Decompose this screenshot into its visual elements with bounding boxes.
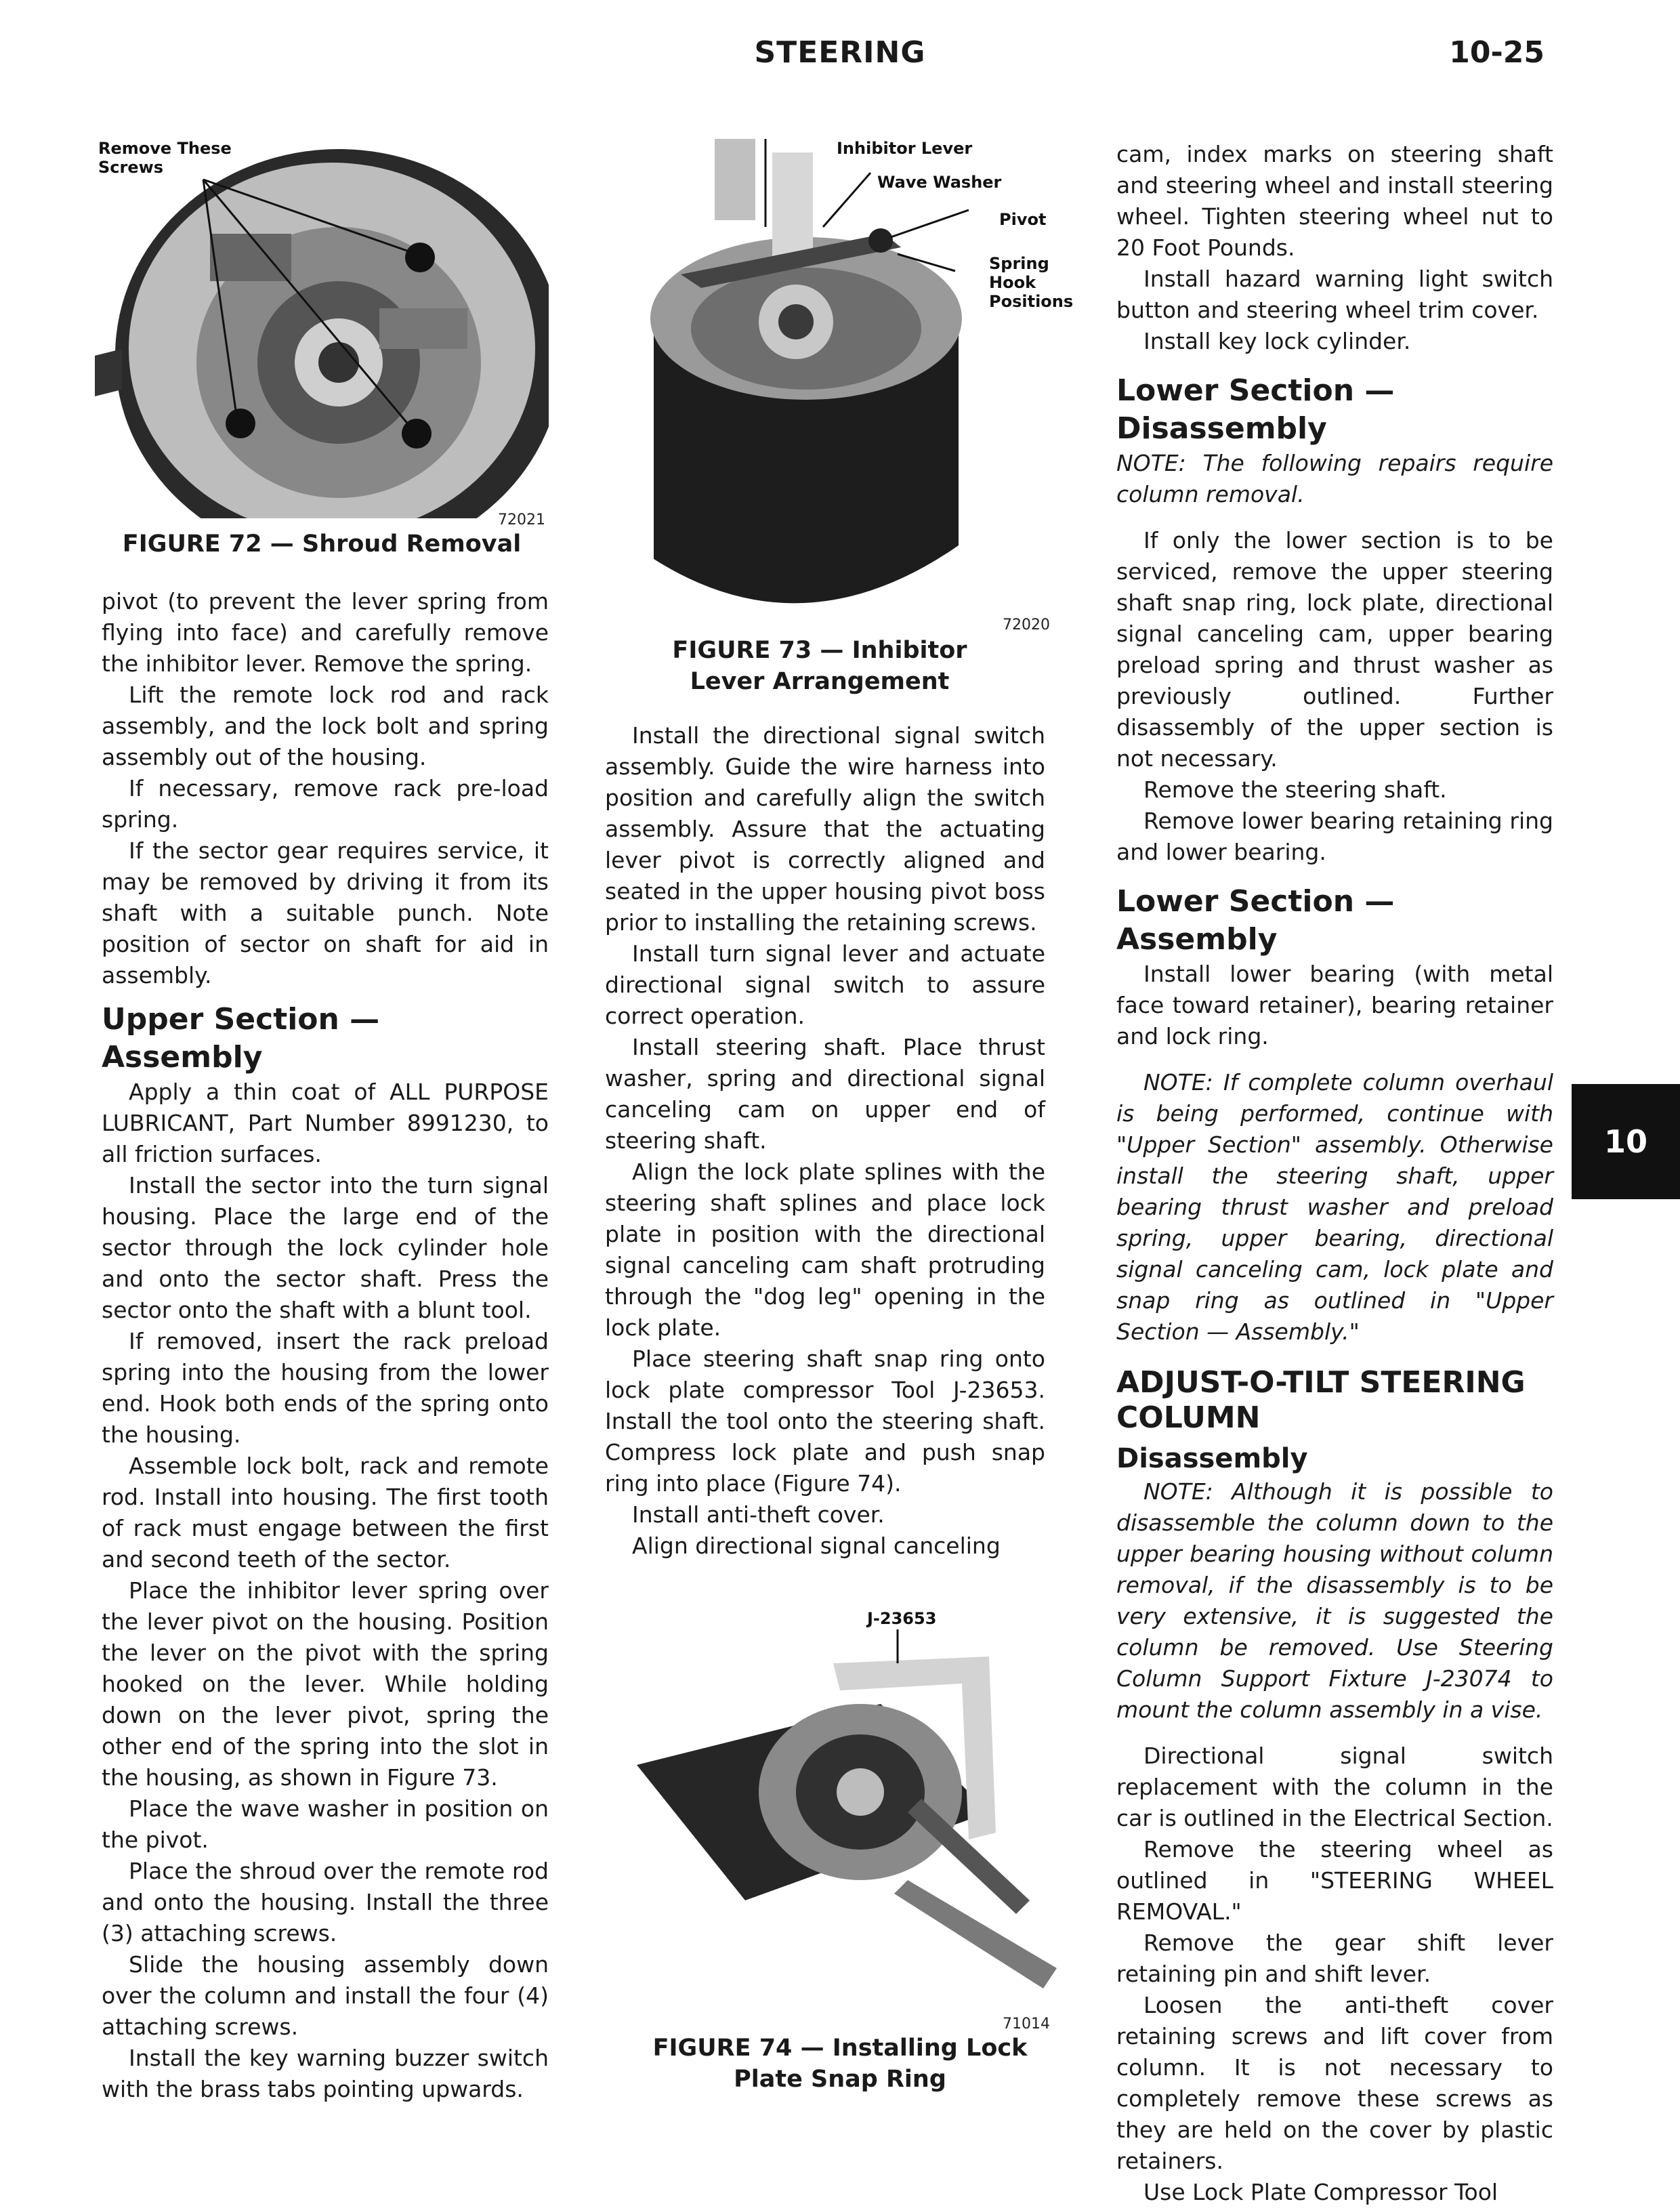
figure-74-label-tool: J-23653 (867, 1609, 937, 1628)
figure-73-number: 72020 (1003, 617, 1050, 633)
col2-paragraph: Install turn signal lever and actuate directional signal switch to assure correct operation. (605, 940, 1045, 1029)
screw-icon (405, 243, 435, 272)
lock-plate-snap-ring-illustration (610, 1609, 1070, 2022)
col3-paragraph: Use Lock Plate Compressor Tool (1143, 2179, 1498, 2205)
col1-paragraph: If removed, insert the rack preload spring into the housing from the lower end. Hook both ends of the spring onto the housing. (102, 1328, 549, 1448)
heading-lower-section-assembly: Lower Section — Assembly (1116, 884, 1395, 957)
heading-lower-section-disassembly: Lower Section — Disassembly (1116, 373, 1395, 446)
pivot-icon (868, 228, 893, 253)
col2-paragraph: Install steering shaft. Place thrust washer, spring and directional signal canceling cam on upper end of steering shaft. (605, 1034, 1045, 1154)
col3-paragraph: Remove lower bearing retaining ring and lower bearing. (1116, 808, 1553, 865)
col3-paragraph: Remove the steering shaft. (1143, 776, 1447, 803)
figure-73-label-spring-hook: Spring Hook Positions (989, 254, 1074, 311)
page-header-title: STEERING (754, 35, 926, 70)
inhibitor-lever-illustration (600, 125, 1074, 637)
col1-paragraph: Place the inhibitor lever spring over the lever pivot on the housing. Position the lever on the pivot with the spring hooked on the lever. While holding down on the lever pivot, spring the other end of the spring into the slot in the housing, as shown in Figure 73. (102, 1577, 549, 1791)
figure-74-photo (610, 1609, 1070, 2022)
heading-upper-section-assembly: Upper Section — Assembly (102, 1002, 380, 1075)
figure-74-number: 71014 (1003, 2016, 1050, 2033)
figure-73-label-wave-washer: Wave Washer (877, 173, 1002, 192)
col1-paragraph: Install the key warning buzzer switch with the brass tabs pointing upwards. (102, 2045, 549, 2102)
col2-paragraph: Align the lock plate splines with the steering shaft splines and place lock plate in position with the directional signal canceling cam shaft protruding through the "dog leg" opening in the lock plate. (605, 1159, 1045, 1341)
col1-paragraph: Assemble lock bolt, rack and remote rod. Install into housing. The first tooth of rack must engage between the first and second teeth of the sector. (102, 1453, 549, 1572)
column-2 (605, 720, 1045, 1562)
col3-note: NOTE: Although it is possible to disassemble the column down to the upper bearing housing without column removal, if the disassembly is to be very extensive, it is suggested the column be removed. Use Steering Column Support Fixture J-23074 to mount the column assembly in a vise. (1116, 1478, 1553, 1723)
col1-paragraph: pivot (to prevent the lever spring from flying into face) and carefully remove the inhibitor lever. Remove the spring. (102, 588, 549, 677)
screw-icon (226, 409, 255, 438)
col3-paragraph: Install key lock cylinder. (1143, 328, 1411, 354)
col1-paragraph: Slide the housing assembly down over the column and install the four (4) attaching screws. (102, 1951, 549, 2040)
figure-73-label-inhibitor-lever: Inhibitor Lever (837, 139, 973, 158)
col2-paragraph: Install the directional signal switch assembly. Guide the wire harness into position and carefully align the switch assembly. Assure that the actuating lever pivot is correctly aligned and seated in the upper housing pivot boss prior to installing the retaining screws. (605, 722, 1045, 936)
figure-72-caption: FIGURE 72 — Shroud Removal (122, 530, 522, 558)
col3-paragraph: If only the lower section is to be serviced, remove the upper steering shaft snap ring, lock plate, directional signal canceling cam, upper bearing preload spring and thrust washer as previously outlined. Further disassembly of the upper section is not necessary. (1116, 527, 1553, 772)
col3-note: NOTE: If complete column overhaul is being performed, continue with "Upper Section" assembly. Otherwise install the steering shaft, upper bearing thrust washer and preload spring, upper bearing, directional signal canceling cam, lock plate and snap ring as outlined in "Upper Section — Assembly." (1116, 1069, 1553, 1345)
col3-paragraph: Loosen the anti-theft cover retaining screws and lift cover from column. It is not necessary to completely remove these screws as they are held on the cover by plastic retainers. (1116, 1992, 1553, 2174)
page-number: 10-25 (1449, 35, 1545, 70)
figure-72-callout: Remove These Screws (98, 139, 232, 177)
col3-note: NOTE: The following repairs require column removal. (1116, 450, 1553, 507)
col2-paragraph: Place steering shaft snap ring onto lock plate compressor Tool J-23653. Install the tool onto the steering shaft. Compress lock plate and push snap ring into place (Figure 74). (605, 1346, 1045, 1497)
col1-paragraph: Place the shroud over the remote rod and onto the housing. Install the three (3) attaching screws. (102, 1858, 549, 1946)
figure-73-photo (600, 125, 1074, 637)
col1-paragraph: If necessary, remove rack pre-load spring. (102, 775, 549, 833)
col1-paragraph: Apply a thin coat of ALL PURPOSE LUBRICANT, Part Number 8991230, to all friction surfaces. (102, 1079, 549, 1167)
heading-adjust-o-tilt: ADJUST-O-TILT STEERING COLUMN (1116, 1365, 1526, 1435)
shroud-removal-illustration (95, 132, 549, 518)
col3-paragraph: Install hazard warning light switch button and steering wheel trim cover. (1116, 266, 1553, 323)
heading-disassembly: Disassembly (1116, 1443, 1308, 1474)
figure-73-caption: FIGURE 73 — Inhibitor Lever Arrangement (672, 637, 967, 695)
col1-paragraph: Lift the remote lock rod and rack assembly, and the lock bolt and spring assembly out of the housing. (102, 682, 549, 770)
col1-paragraph: If the sector gear requires service, it may be removed by driving it from its shaft with a suitable punch. Note position of sector on shaft for aid in assembly. (102, 837, 549, 988)
column-3 (1116, 139, 1553, 2208)
figure-73-label-pivot: Pivot (999, 210, 1047, 229)
col3-paragraph: Remove the gear shift lever retaining pin and shift lever. (1116, 1930, 1553, 1987)
col2-paragraph: Install anti-theft cover. (632, 1501, 885, 1528)
col3-paragraph: cam, index marks on steering shaft and steering wheel and install steering wheel. Tighten steering wheel nut to 20 Foot Pounds. (1116, 141, 1553, 261)
figure-72-number: 72021 (498, 512, 545, 528)
col1-paragraph: Place the wave washer in position on the pivot. (102, 1795, 549, 1853)
figure-72-photo (95, 132, 549, 518)
figure-74-caption: FIGURE 74 — Installing Lock Plate Snap Ring (652, 2035, 1028, 2093)
col1-paragraph: Install the sector into the turn signal housing. Place the large end of the sector through the lock cylinder hole and onto the sector shaft. Press the sector onto the shaft with a blunt tool. (102, 1172, 549, 1323)
col3-paragraph: Directional signal switch replacement with the column in the car is outlined in the Electrical Section. (1116, 1743, 1553, 1831)
col3-paragraph: Install lower bearing (with metal face toward retainer), bearing retainer and lock ring. (1116, 961, 1553, 1049)
column-1 (102, 586, 549, 2105)
col2-paragraph: Align directional signal canceling (632, 1533, 1001, 1559)
col3-paragraph: Remove the steering wheel as outlined in "STEERING WHEEL REMOVAL." (1116, 1836, 1553, 1925)
section-tab: 10 (1572, 1084, 1680, 1199)
